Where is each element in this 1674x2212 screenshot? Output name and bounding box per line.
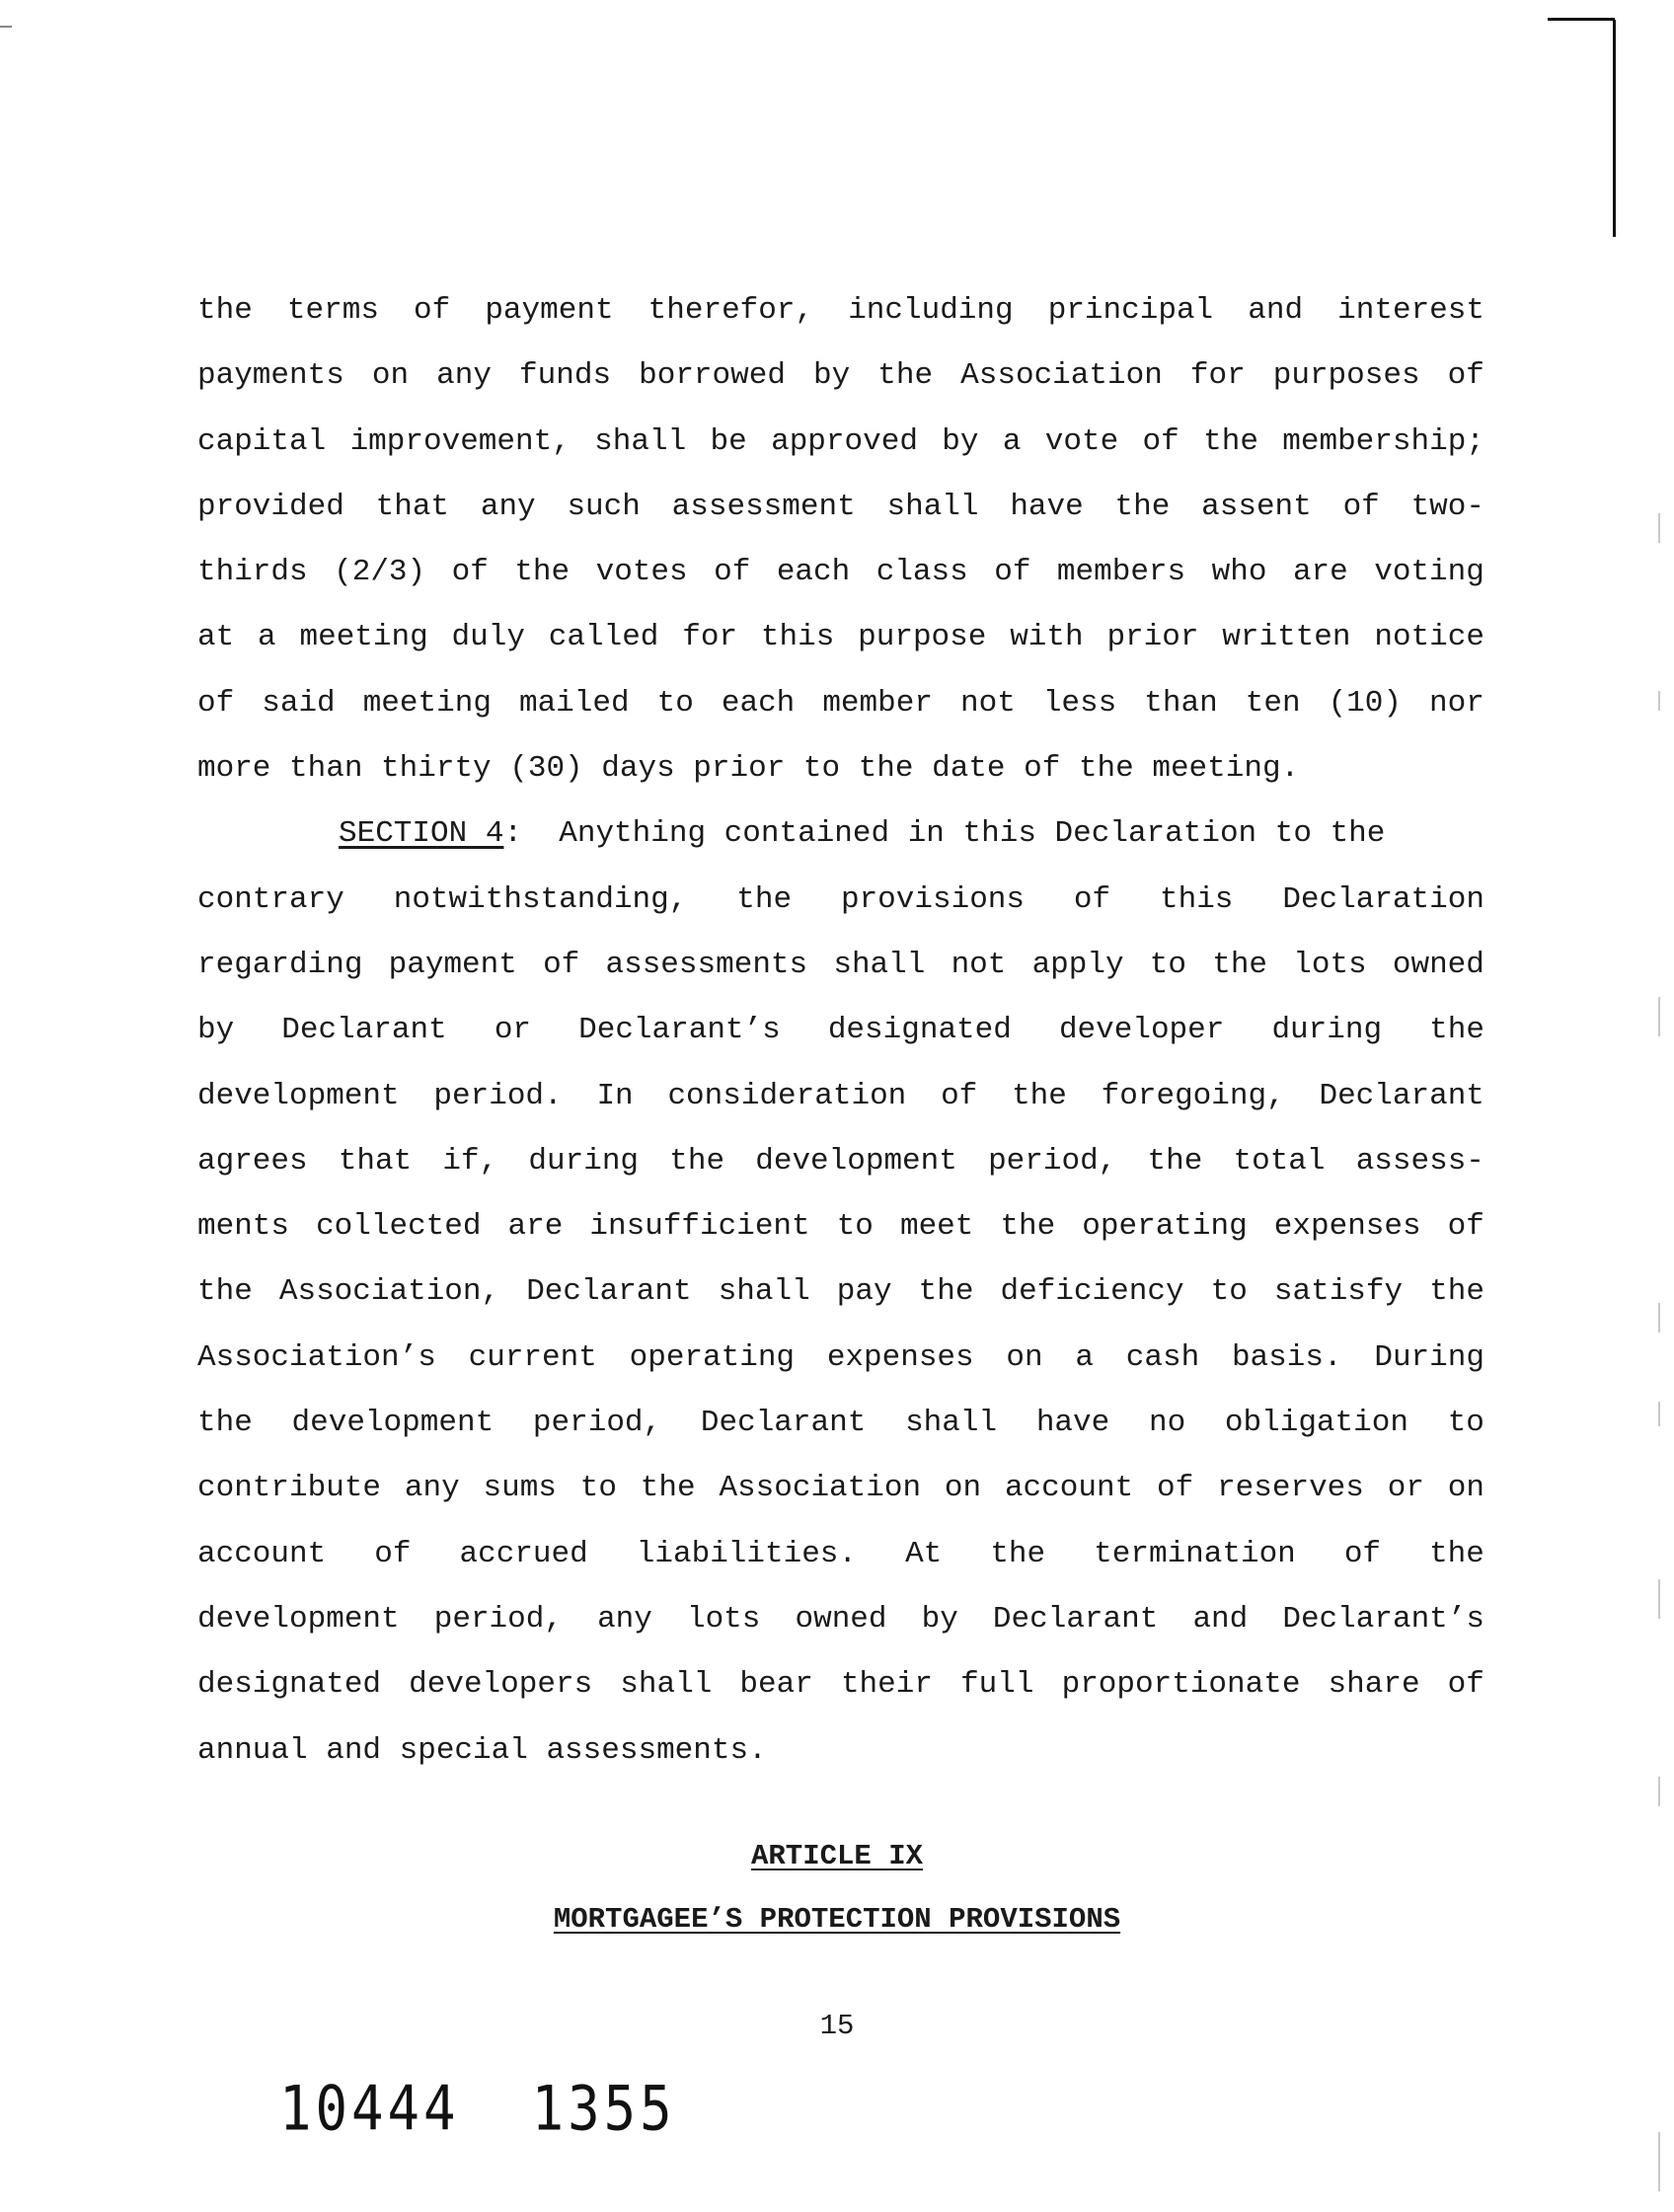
- text-line: by Declarant or Declarant’s designated developer during the: [197, 1013, 1484, 1048]
- scan-mark-right: [1548, 18, 1615, 21]
- text-line: thirds (2/3) of the votes of each class of members who are voting: [197, 555, 1484, 590]
- text-line: account of accrued liabilities. At the termination of the: [197, 1536, 1484, 1571]
- article-number: ARTICLE IX: [750, 1840, 924, 1872]
- section-4-first-line: [197, 801, 1484, 867]
- text-line: Association’s current operating expenses on a cash basis. During: [197, 1339, 1484, 1375]
- text-line: ments collected are insufficient to meet the operating expenses of: [197, 1209, 1484, 1245]
- section-4-first-line-text: : Anything contained in this Declaration to the: [503, 816, 1386, 852]
- paragraph-continued: [197, 278, 1484, 801]
- scan-mark-left: [0, 26, 12, 28]
- section-4-paragraph: [197, 868, 1484, 1784]
- scan-tick: [1658, 997, 1660, 1036]
- article-title: MORTGAGEE’S PROTECTION PROVISIONS: [553, 1903, 1121, 1936]
- text-line: development period, any lots owned by Declarant and Declarant’s: [197, 1601, 1484, 1637]
- scan-tick: [1658, 2132, 1660, 2191]
- corner-rule: [1613, 20, 1616, 237]
- text-line: payments on any funds borrowed by the Association for purposes of: [197, 358, 1484, 394]
- scan-tick: [1658, 513, 1660, 543]
- text-line: contrary notwithstanding, the provisions of this Declaration: [197, 881, 1484, 917]
- page-number: 15: [819, 2010, 855, 2042]
- scan-tick: [1658, 1303, 1660, 1333]
- text-line: the terms of payment therefor, including principal and interest: [197, 293, 1484, 328]
- margin-ticks: [1658, 0, 1668, 2212]
- section-4-label: SECTION 4: [339, 816, 504, 852]
- text-line: designated developers shall bear their full proportionate share of: [197, 1667, 1484, 1703]
- text-line: contribute any sums to the Association on account of reserves or on: [197, 1471, 1484, 1506]
- text-line: development period. In consideration of the foregoing, Declarant: [197, 1078, 1484, 1113]
- recording-page-number: 1355: [531, 2073, 676, 2145]
- text-line: the Association, Declarant shall pay the deficiency to satisfy the: [197, 1274, 1484, 1310]
- text-line: of said meeting mailed to each member not less than ten (10) nor: [197, 685, 1484, 721]
- body-text: [197, 278, 1484, 1784]
- text-line: provided that any such assessment shall have the assent of two-: [197, 489, 1484, 524]
- text-line: annual and special assessments.: [197, 1732, 767, 1768]
- scan-tick: [1658, 1402, 1660, 1426]
- text-line: regarding payment of assessments shall not apply to the lots owned: [197, 947, 1484, 982]
- scan-tick: [1658, 691, 1660, 711]
- scan-tick: [1658, 1579, 1660, 1619]
- text-line: more than thirty (30) days prior to the date of the meeting.: [197, 751, 1300, 787]
- text-line: agrees that if, during the development period, the total assess-: [197, 1143, 1484, 1179]
- scan-tick: [1658, 1777, 1660, 1806]
- text-line: the development period, Declarant shall have no obligation to: [197, 1406, 1484, 1441]
- text-line: at a meeting duly called for this purpose with prior written notice: [197, 620, 1484, 655]
- text-line: capital improvement, shall be approved by a vote of the membership;: [197, 423, 1484, 459]
- recording-book-number: 10444: [279, 2073, 460, 2145]
- recording-stamp: [279, 2073, 676, 2144]
